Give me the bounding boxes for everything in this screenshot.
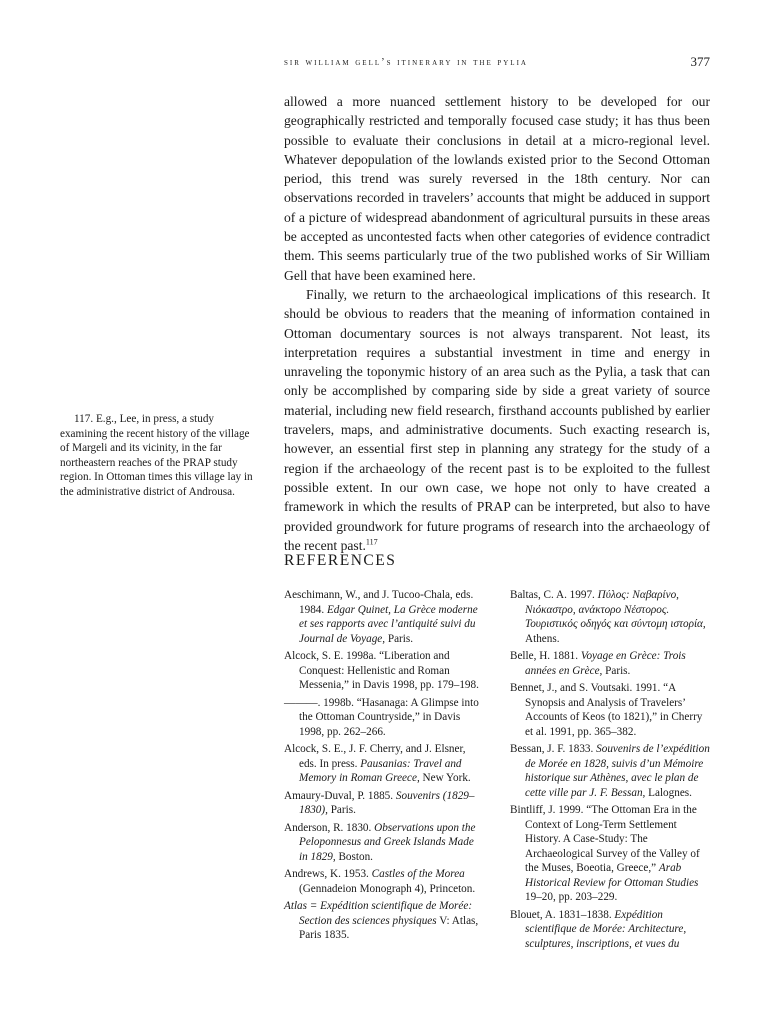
main-text: [284, 92, 710, 555]
reference-entry: Aeschimann, W., and J. Tucoo-Chala, eds. 1984. Edgar Quinet, La Grèce moderne et ses rapports avec l’antiquité suivi du Journal de Voyage, Paris.: [284, 589, 478, 645]
reference-entry: Atlas = Expédition scientifique de Morée: Section des sciences physiques V: Atlas, Paris 1835.: [284, 900, 479, 941]
footnote-marker: 117: [365, 537, 378, 547]
footnote: 117. E.g., Lee, in press, a study examining the recent history of the village of Margeli and its vicinity, in the far northeastern reaches of the PRAP study region. In Ottoman times this village lay in the administrative district of Androusa.: [60, 413, 253, 498]
reference-entry: ———. 1998b. “Hasanaga: A Glimpse into the Ottoman Countryside,” in Davis 1998, pp. 262–266.: [284, 696, 479, 738]
reference-entry: Anderson, R. 1830. Observations upon the Peloponnesus and Greek Islands Made in 1829, Boston.: [284, 821, 476, 863]
body-paragraph-text: Finally, we return to the archaeological implications of this research. It should be obvious to readers that the meaning of information contained in Ottoman documentary sources is not always transparent. Not least, its interpretation requires a substantial investment in time and energy in unraveling the toponymic history of an area such as the Pylia, a task that can only be accomplished by comparing side by side a great variety of source material, including new field research, firsthand accounts published by earlier travelers, maps, and administrative documents. Such exacting research is, however, an essential first step in planning any strategy for the study of a region if the archaeology of the recent past is to be exploited to the fullest possible extent. In our own case, we hope not only to have created a framework in which the results of PRAP can be interpreted, but also to have provided groundwork for future programs of research into the archaeology of the recent past.: [284, 286, 710, 553]
reference-entry: Alcock, S. E., J. F. Cherry, and J. Elsner, eds. In press. Pausanias: Travel and Memory in Roman Greece, New York.: [284, 743, 471, 784]
reference-entry: Andrews, K. 1953. Castles of the Morea (Gennadeion Monograph 4), Princeton.: [284, 868, 476, 895]
references-column-right: [510, 588, 710, 954]
reference-entry: Bintliff, J. 1999. “The Ottoman Era in the Context of Long-Term Settlement History. A Case-Study: The Archaeological Survey of the Valley of the Muses, Boeotia, Greece,” Arab Historical Review for Ottoman Studies 19–20, pp. 203–229.: [510, 804, 700, 903]
reference-entry: Amaury-Duval, P. 1885. Souvenirs (1829–1830), Paris.: [284, 789, 475, 816]
reference-entry: Bessan, J. F. 1833. Souvenirs de l’expédition de Morée en 1828, suivis d’un Mémoire historique sur Athènes, avec le plan de cette ville par J. F. Bessan, Lalognes.: [510, 743, 710, 799]
body-paragraph: allowed a more nuanced settlement history to be developed for our geographically restricted and temporally focused case study; it has thus been possible to evaluate their conclusions in detail at a micro-regional level. Whatever depopulation of the lowlands existed prior to the Second Ottoman period, this trend was surely reversed in the 18th century. Nor can observations recorded in travelers’ accounts that might be adduced in support of a picture of widespread abandonment of agricultural pursuits in these areas be accepted as uncontested facts when other categories of evidence contradict them. This seems particularly true of the two published works of Sir William Gell that have been examined here.: [284, 94, 710, 283]
reference-entry: Alcock, S. E. 1998a. “Liberation and Conquest: Hellenistic and Roman Messenia,” in Davis 1998, pp. 179–198.: [284, 650, 479, 691]
references-column-left: [284, 588, 479, 946]
references-heading: REFERENCES: [284, 552, 397, 569]
running-head: sir william gell’s itinerary in the pylia: [284, 57, 528, 68]
reference-entry: Bennet, J., and S. Voutsaki. 1991. “A Synopsis and Analysis of Travelers’ Accounts of Keos (to 1821),” in Cherry et al. 1991, pp. 365–382.: [510, 682, 703, 738]
body-paragraph: [284, 285, 710, 555]
reference-entry: Blouet, A. 1831–1838. Expédition scientifique de Morée: Architecture, sculptures, inscriptions, et vues du: [510, 908, 687, 950]
page-number: 377: [690, 54, 710, 69]
reference-entry: Belle, H. 1881. Voyage en Grèce: Trois années en Grèce, Paris.: [510, 650, 686, 677]
reference-entry: Baltas, C. A. 1997. Πύλος: Ναβαρίνο, Νιόκαστρο, ανάκτορο Νέστορος. Τουριστικός οδηγός και σύντομη ιστορία, Athens.: [510, 589, 706, 645]
